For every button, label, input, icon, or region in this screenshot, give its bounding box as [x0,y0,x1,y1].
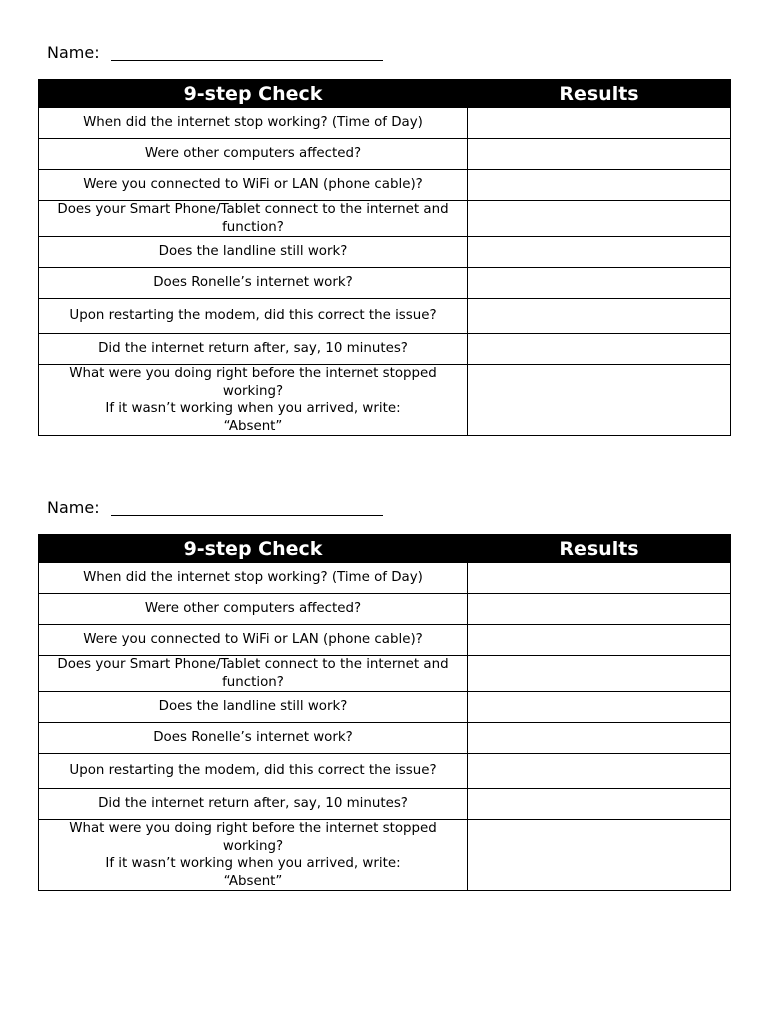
result-cell[interactable] [468,723,731,754]
name-blank-field[interactable] [111,60,383,61]
result-cell[interactable] [468,268,731,299]
question-cell: Were you connected to WiFi or LAN (phone cable)? [39,170,468,201]
table-row [39,201,731,237]
result-cell[interactable] [468,820,731,891]
table-row [39,139,731,170]
header-check: 9-step Check [39,535,468,563]
question-line: What were you doing right before the internet stopped working? [69,821,437,854]
check-form-1 [38,40,730,434]
table-row [39,365,731,436]
question-cell [39,820,468,891]
table-row [39,820,731,891]
result-cell[interactable] [468,789,731,820]
question-cell: Does Ronelle’s internet work? [39,268,468,299]
nine-step-check-table [38,79,731,436]
name-line [38,40,730,68]
question-cell: Does your Smart Phone/Tablet connect to the internet and function? [39,201,468,237]
result-cell[interactable] [468,170,731,201]
name-label: Name: [47,43,100,62]
result-cell[interactable] [468,108,731,139]
question-cell [39,365,468,436]
table-row [39,625,731,656]
table-row [39,108,731,139]
table-row [39,268,731,299]
header-results: Results [468,535,731,563]
nine-step-check-table [38,534,731,891]
result-cell[interactable] [468,754,731,789]
question-cell: Does the landline still work? [39,692,468,723]
result-cell[interactable] [468,656,731,692]
table-row [39,656,731,692]
question-line: What were you doing right before the internet stopped working? [69,366,437,399]
question-line: If it wasn’t working when you arrived, write: [105,856,401,871]
question-cell: Upon restarting the modem, did this correct the issue? [39,299,468,334]
result-cell[interactable] [468,365,731,436]
question-cell: Does Ronelle’s internet work? [39,723,468,754]
table-row [39,594,731,625]
question-cell: Were you connected to WiFi or LAN (phone cable)? [39,625,468,656]
result-cell[interactable] [468,237,731,268]
result-cell[interactable] [468,299,731,334]
table-row [39,334,731,365]
result-cell[interactable] [468,594,731,625]
question-cell: When did the internet stop working? (Time of Day) [39,108,468,139]
name-line [38,495,730,523]
question-cell: Were other computers affected? [39,139,468,170]
name-label: Name: [47,498,100,517]
result-cell[interactable] [468,201,731,237]
table-row [39,299,731,334]
question-cell: Did the internet return after, say, 10 minutes? [39,334,468,365]
table-row [39,563,731,594]
question-cell: When did the internet stop working? (Time of Day) [39,563,468,594]
result-cell[interactable] [468,139,731,170]
table-row [39,170,731,201]
question-cell: Were other computers affected? [39,594,468,625]
table-row [39,754,731,789]
table-row [39,237,731,268]
result-cell[interactable] [468,334,731,365]
table-row [39,723,731,754]
name-blank-field[interactable] [111,515,383,516]
table-header-row [39,80,731,108]
table-row [39,692,731,723]
header-results: Results [468,80,731,108]
question-line: If it wasn’t working when you arrived, write: [105,401,401,416]
question-line: “Absent” [223,873,283,889]
question-cell: Did the internet return after, say, 10 minutes? [39,789,468,820]
result-cell[interactable] [468,563,731,594]
table-row [39,789,731,820]
table-header-row [39,535,731,563]
check-form-2 [38,495,730,889]
result-cell[interactable] [468,625,731,656]
header-check: 9-step Check [39,80,468,108]
question-cell: Does the landline still work? [39,237,468,268]
result-cell[interactable] [468,692,731,723]
question-cell: Does your Smart Phone/Tablet connect to the internet and function? [39,656,468,692]
question-line: “Absent” [223,418,283,434]
question-cell: Upon restarting the modem, did this correct the issue? [39,754,468,789]
